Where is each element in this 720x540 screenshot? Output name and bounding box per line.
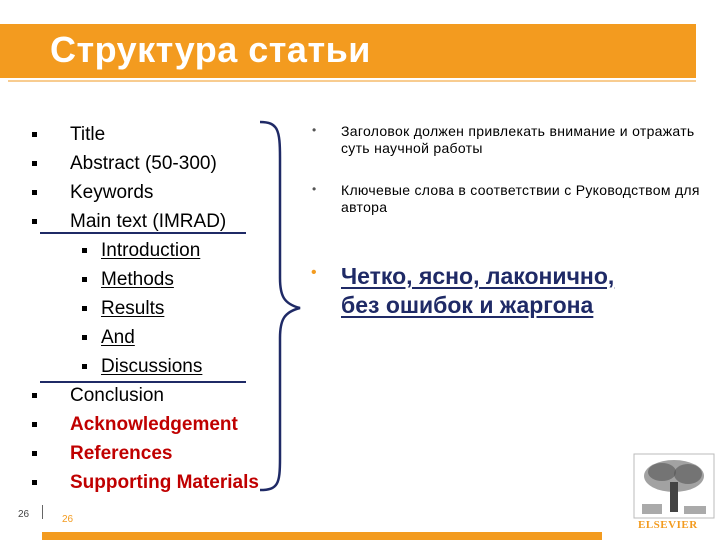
emphasis-text: [341, 262, 614, 320]
sublist-item-and: And: [101, 327, 135, 348]
bullet-icon: [32, 451, 37, 456]
emphasis-line-1: Четко, ясно, лаконично,: [341, 263, 615, 289]
page-number: 26: [18, 509, 30, 520]
page-number-footer: 26: [62, 514, 74, 525]
bullet-icon: [32, 190, 37, 195]
bullet-icon: [82, 335, 87, 340]
elsevier-logo-text: ELSEVIER: [638, 519, 698, 531]
list-item-references: References: [70, 443, 173, 464]
bullet-icon: [32, 480, 37, 485]
sublist-item-discussions: Discussions: [101, 356, 203, 377]
list-item-supporting-materials: Supporting Materials: [70, 472, 259, 493]
bullet-icon: [82, 364, 87, 369]
bullet-icon: [32, 161, 37, 166]
list-item-title: Title: [70, 124, 106, 145]
bullet-icon: [32, 393, 37, 398]
sublist-item-methods: Methods: [101, 269, 174, 290]
title-underline: [8, 80, 696, 82]
bullet-orange-icon: •: [311, 264, 317, 281]
note-title: Заголовок должен привлекать внимание и отражать суть научной работы: [341, 123, 695, 156]
bullet-dot-icon: •: [312, 123, 317, 137]
bullet-icon: [82, 306, 87, 311]
footer-separator: [42, 505, 43, 519]
slide-title: Структура статьи: [50, 29, 371, 70]
sublist-item-introduction: Introduction: [101, 240, 201, 261]
bullet-icon: [82, 277, 87, 282]
bullet-icon: [32, 132, 37, 137]
bullet-icon: [82, 248, 87, 253]
divider-line: [40, 232, 246, 234]
divider-line: [40, 381, 246, 383]
bullet-icon: [32, 422, 37, 427]
list-item-acknowledgement: Acknowledgement: [70, 414, 238, 435]
list-item-main-text: Main text (IMRAD): [70, 211, 227, 232]
bullet-dot-icon: •: [312, 182, 317, 196]
curly-brace-icon: [252, 118, 312, 494]
emphasis-line-2: без ошибок и жаргона: [341, 292, 594, 318]
footer-bar: [42, 532, 602, 540]
sublist-item-results: Results: [101, 298, 165, 319]
list-item-abstract: Abstract (50-300): [70, 153, 217, 174]
note-keywords: Ключевые слова в соответствии с Руководством для автора: [341, 182, 700, 215]
list-item-conclusion: Conclusion: [70, 385, 164, 406]
list-item-keywords: Keywords: [70, 182, 154, 203]
bullet-icon: [32, 219, 37, 224]
